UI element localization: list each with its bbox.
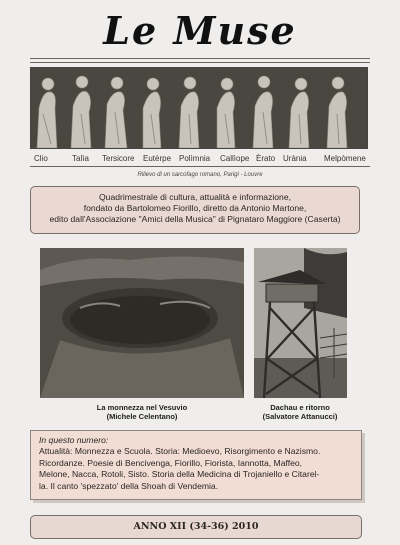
issue-label: ANNO XII (34-36) 2010: [30, 515, 362, 539]
contents-line: la. Il canto 'spezzato' della Shoah di Vendemia.: [39, 480, 219, 491]
dachau-watchtower-photo: [254, 248, 347, 398]
masthead-title: Le Muse: [103, 8, 297, 53]
frieze-rule: [30, 166, 370, 167]
muse-name: Polìmnia: [179, 154, 211, 163]
muse-name: Eutèrpe: [143, 154, 172, 163]
info-line: Quadrimestrale di cultura, attualità e informazione,: [98, 192, 292, 202]
right-photo-author: (Salvatore Attanucci): [262, 412, 338, 421]
muse-name: Callìope: [220, 154, 250, 163]
left-photo-caption: [40, 403, 244, 421]
contents-box: [30, 430, 362, 500]
muse-name: Talìa: [72, 154, 89, 163]
muse-name: Clio: [34, 154, 48, 163]
contents-line: Melone, Nacca, Rotoli, Sisto. Storia della Medicina di Trojaniello e Citarel-: [39, 469, 320, 480]
muse-name: Tersicore: [102, 154, 135, 163]
info-line: edito dall'Associazione "Amici della Musica" di Pignataro Maggiore (Caserta): [49, 214, 341, 224]
muse-names-row: [30, 154, 370, 166]
publication-info-box: [30, 186, 360, 234]
vesuvius-crater-photo: [40, 248, 244, 398]
masthead-rule-bottom: [30, 62, 370, 63]
left-photo-title: La monnezza nel Vesuvio: [96, 403, 188, 412]
right-photo-title: Dachau e ritorno: [270, 403, 330, 412]
contents-line: Attualità: Monnezza e Scuola. Storia: Medioevo, Risorgimento e Nazismo.: [39, 446, 321, 457]
muse-name: Melpòmene: [324, 154, 366, 163]
right-photo-caption: [244, 403, 356, 421]
info-line: fondato da Bartolomeo Fiorillo, diretto da Antonio Martone,: [83, 203, 307, 213]
masthead-rule-top: [30, 58, 370, 59]
contents-line: Ricordanze. Poesie di Bencivenga, Fiorillo, Fiorista, Iannotta, Maffeo,: [39, 457, 303, 468]
sarcophagus-relief-image: [30, 67, 368, 149]
muse-name: Èrato: [256, 154, 276, 163]
frieze-caption: Rilievo di un sarcofago romano, Parigi - Louvre: [137, 172, 263, 178]
left-photo-author: (Michele Celentano): [106, 412, 178, 421]
muse-name: Urània: [283, 154, 307, 163]
contents-lead: In questo numero:: [39, 435, 109, 445]
